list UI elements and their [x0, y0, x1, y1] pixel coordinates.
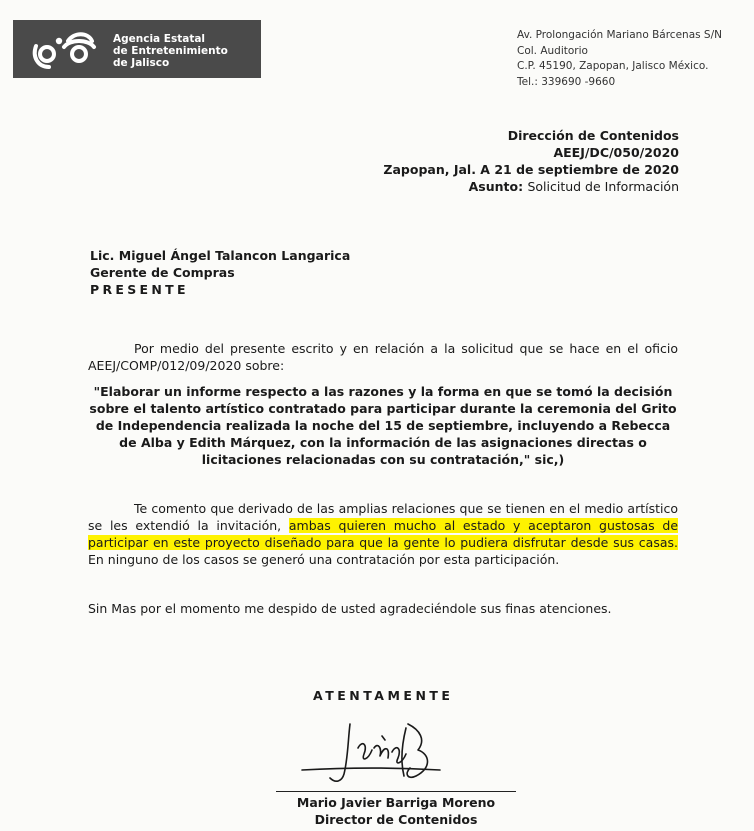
- subject-line: [383, 178, 679, 195]
- recipient-block: [90, 247, 350, 298]
- highlighted-text: ambas quieren mucho al estado y aceptaron gustosas de participar en este proyecto diseñado para que la gente lo pudiera disfrutar desde sus casas.: [88, 518, 679, 550]
- subject-text: Solicitud de Información: [527, 179, 679, 194]
- presente-label: PRESENTE: [90, 282, 189, 297]
- logo-banner: [13, 20, 261, 78]
- signer-block: [268, 794, 524, 828]
- letter-header: [383, 127, 679, 195]
- reference-number: AEEJ/DC/050/2020: [553, 145, 679, 160]
- signer-name: Mario Javier Barriga Moreno: [296, 795, 496, 810]
- address-street: Av. Prolongación Mariano Bárcenas S/N: [517, 29, 722, 41]
- agency-name-line1: Agencia Estatal: [113, 33, 206, 45]
- recipient-title: Gerente de Compras: [90, 265, 235, 280]
- response-end: En ninguno de los casos se generó una contratación por esta participación.: [88, 552, 560, 567]
- quoted-request: "Elaborar un informe respecto a las razones y la forma en que se tomó la decisión sobre el talento artístico contratado para participar durante la ceremonia del Grito de Independencia realizada la noche del 15 de septiembre, incluyendo a Rebecca de Alba y Edith Márquez, con la información de las asignaciones directas o licitaciones relacionadas con su contratación," sic,): [89, 384, 677, 467]
- signature-line: [276, 791, 516, 792]
- signer-title: Director de Contenidos: [314, 812, 478, 827]
- handwritten-signature: [298, 718, 448, 794]
- closing-paragraph: Sin Mas por el momento me despido de usted agradeciéndole sus finas atenciones.: [88, 601, 612, 616]
- response-paragraph: [88, 500, 678, 568]
- agency-name-line3: de Jalisco: [113, 57, 170, 69]
- department: Dirección de Contenidos: [507, 128, 679, 143]
- response-start: Te comento que derivado de las amplias relaciones que se tienen en el medio artístico se les extendió la invitación,: [88, 501, 678, 533]
- address-phone: Tel.: 339690 -9660: [517, 75, 616, 88]
- agency-name-line2: de Entretenimiento: [113, 45, 228, 57]
- address-colony: Col. Auditorio: [517, 44, 588, 57]
- place-date: Zapopan, Jal. A 21 de septiembre de 2020: [383, 162, 679, 177]
- atentamente-label: ATENTAMENTE: [313, 688, 454, 703]
- subject-label: Asunto:: [468, 179, 524, 194]
- agency-address: [517, 28, 722, 90]
- recipient-name: Lic. Miguel Ángel Talancon Langarica: [90, 248, 351, 263]
- address-city: C.P. 45190, Zapopan, Jalisco México.: [517, 60, 709, 72]
- agency-name: [113, 33, 228, 69]
- agency-logo-icon: [30, 29, 108, 71]
- intro-paragraph: Por medio del presente escrito y en relación a la solicitud que se hace en el oficio AEEJ/COMP/012/09/2020 sobre:: [88, 341, 678, 373]
